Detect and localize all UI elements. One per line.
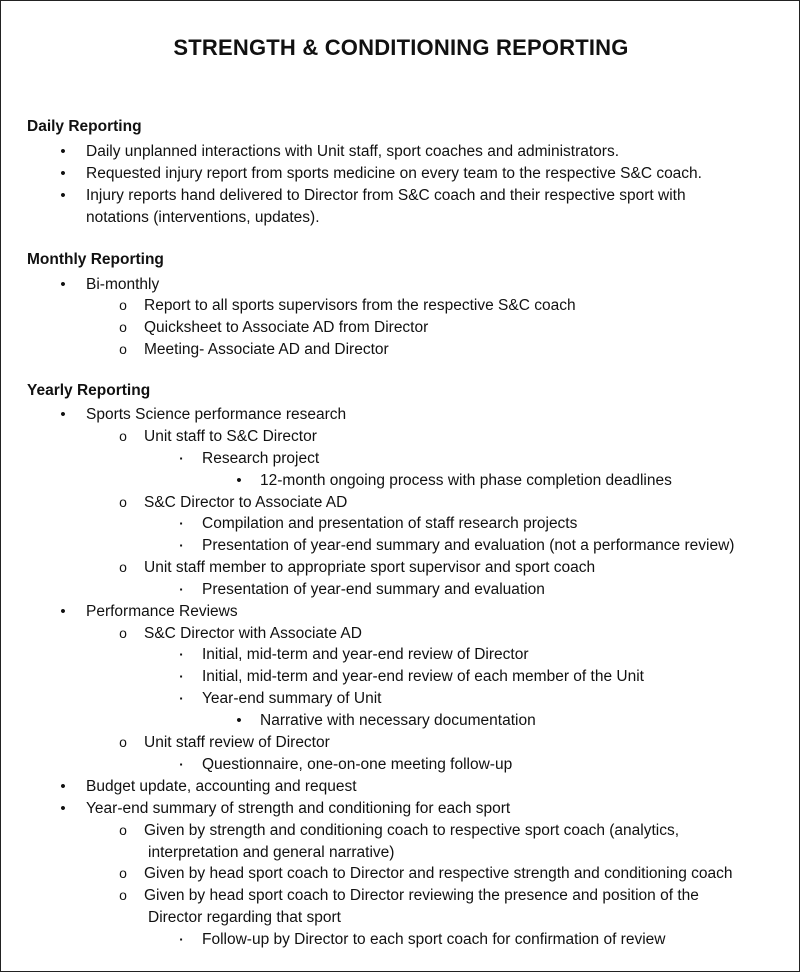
monthly-sub-1: Report to all sports supervisors from the respective S&C coach: [144, 297, 576, 314]
bullet-circle: o: [119, 297, 127, 313]
bullet-dot: •: [60, 603, 66, 620]
review-director-item: Initial, mid-term and year-end review of Director: [202, 646, 529, 663]
bullet-square: ▪: [179, 650, 183, 659]
bullet-circle: o: [119, 734, 127, 750]
given-head-item: Given by head sport coach to Director and respective strength and conditioning coach: [144, 865, 733, 882]
unit-to-director-item: Unit staff to S&C Director: [144, 428, 317, 445]
bullet-dot: •: [60, 143, 66, 160]
bi-monthly-item: Bi-monthly: [86, 276, 160, 293]
research-item: Sports Science performance research: [86, 406, 347, 423]
bullet-circle: o: [119, 428, 127, 444]
year-end-summary-item: Presentation of year-end summary and evaluation: [202, 581, 545, 598]
bullet-circle: o: [119, 341, 127, 357]
compilation-item: Compilation and presentation of staff research projects: [202, 515, 578, 532]
bullet-square: ▪: [179, 519, 183, 528]
bullet-dot: •: [60, 276, 66, 293]
year-end-sport-summary-item: Year-end summary of strength and conditioning for each sport: [86, 800, 511, 817]
monthly-reporting-heading: Monthly Reporting: [27, 251, 164, 268]
bullet-dot: •: [60, 800, 66, 817]
bullet-square: ▪: [179, 541, 183, 550]
bullet-circle: o: [119, 319, 127, 335]
narrative-item: Narrative with necessary documentation: [260, 712, 536, 729]
bullet-circle: o: [119, 865, 127, 881]
bullet-circle: o: [119, 822, 127, 838]
given-review-item-cont: Director regarding that sport: [148, 909, 341, 926]
bullet-dot: •: [60, 187, 66, 204]
bullet-circle: o: [119, 887, 127, 903]
bullet-square: ▪: [179, 694, 183, 703]
bullet-circle: o: [119, 494, 127, 510]
given-review-item: Given by head sport coach to Director reviewing the presence and position of the: [144, 887, 699, 904]
page-title: STRENGTH & CONDITIONING REPORTING: [173, 35, 629, 60]
process-item: 12-month ongoing process with phase completion deadlines: [260, 472, 672, 489]
bullet-square: ▪: [179, 760, 183, 769]
bullet-square: ▪: [179, 672, 183, 681]
yearly-reporting-heading: Yearly Reporting: [27, 382, 151, 399]
followup-item: Follow-up by Director to each sport coach for confirmation of review: [202, 931, 666, 948]
staff-review-item: Unit staff review of Director: [144, 734, 330, 751]
monthly-sub-2: Quicksheet to Associate AD from Director: [144, 319, 429, 336]
daily-item-2: Requested injury report from sports medicine on every team to the respective S&C coach.: [86, 165, 702, 182]
bullet-square: ▪: [179, 935, 183, 944]
review-members-item: Initial, mid-term and year-end review of each member of the Unit: [202, 668, 644, 685]
bullet-circle: o: [119, 559, 127, 575]
bullet-square: ▪: [179, 454, 183, 463]
performance-reviews-item: Performance Reviews: [86, 603, 238, 620]
director-with-ad-item: S&C Director with Associate AD: [144, 625, 362, 642]
unit-summary-item: Year-end summary of Unit: [202, 690, 382, 707]
daily-item-3: Injury reports hand delivered to Director from S&C coach and their respective sport with: [86, 187, 686, 204]
given-sc-item-cont: interpretation and general narrative): [148, 844, 395, 861]
daily-reporting-heading: Daily Reporting: [27, 118, 142, 135]
member-to-supervisor-item: Unit staff member to appropriate sport supervisor and sport coach: [144, 559, 596, 576]
daily-item-3-cont: notations (interventions, updates).: [86, 209, 320, 226]
bullet-dot: •: [60, 165, 66, 182]
bullet-dot: •: [236, 472, 242, 489]
daily-item-1: Daily unplanned interactions with Unit staff, sport coaches and administrators.: [86, 143, 620, 160]
year-end-eval-item: Presentation of year-end summary and evaluation (not a performance review): [202, 537, 735, 554]
bullet-dot: •: [60, 778, 66, 795]
given-sc-item: Given by strength and conditioning coach to respective sport coach (analytics,: [144, 822, 680, 839]
questionnaire-item: Questionnaire, one-on-one meeting follow-up: [202, 756, 513, 773]
director-to-ad-item: S&C Director to Associate AD: [144, 494, 348, 511]
bullet-circle: o: [119, 625, 127, 641]
monthly-sub-3: Meeting- Associate AD and Director: [144, 341, 389, 358]
budget-item: Budget update, accounting and request: [86, 778, 357, 795]
research-project-item: Research project: [202, 450, 320, 467]
bullet-dot: •: [236, 712, 242, 729]
bullet-dot: •: [60, 406, 66, 423]
bullet-square: ▪: [179, 585, 183, 594]
